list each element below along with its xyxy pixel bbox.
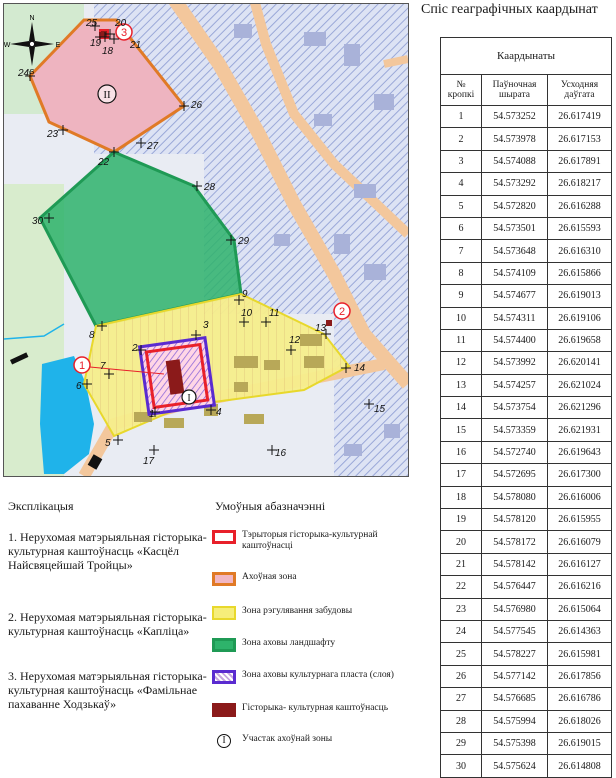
- point-label: 13: [315, 323, 327, 334]
- point-label: 23: [47, 129, 59, 140]
- site-label-one[interactable]: [74, 357, 90, 373]
- cell-point-number: 7: [441, 240, 482, 262]
- point-label: 29: [238, 236, 250, 247]
- cell-latitude: 54.575994: [482, 710, 548, 732]
- cell-latitude: 54.574257: [482, 374, 548, 396]
- point-label: 5: [105, 438, 111, 449]
- coordinate-list-title: Спіс геаграфічных каардынат: [421, 2, 598, 17]
- cell-latitude: 54.574088: [482, 150, 548, 172]
- cell-point-number: 8: [441, 262, 482, 284]
- legend-swatch: [212, 670, 236, 684]
- cell-latitude: 54.573292: [482, 173, 548, 195]
- point-label: 9: [242, 289, 248, 300]
- cell-point-number: 13: [441, 374, 482, 396]
- cell-latitude: 54.573501: [482, 217, 548, 239]
- table-row: [441, 150, 612, 172]
- cell-point-number: 9: [441, 285, 482, 307]
- cell-latitude: 54.572740: [482, 441, 548, 463]
- table-body: [441, 106, 612, 778]
- point-label: 7: [100, 361, 106, 372]
- cell-latitude: 54.573648: [482, 240, 548, 262]
- road: [384, 59, 408, 64]
- cell-latitude: 54.574311: [482, 307, 548, 329]
- cell-longitude: 26.614363: [548, 620, 612, 642]
- cell-longitude: 26.616079: [548, 531, 612, 553]
- explication-item: 1. Нерухомая матэрыяльная гісторыка-культурная каштоўнасць «Касцёл Найсвяцейшай Тройцы»: [8, 530, 207, 572]
- cell-latitude: 54.576685: [482, 688, 548, 710]
- cell-longitude: 26.619643: [548, 441, 612, 463]
- zone-marker-i[interactable]: [182, 390, 196, 404]
- cell-point-number: 27: [441, 688, 482, 710]
- cell-latitude: 54.573252: [482, 106, 548, 128]
- table-row: [441, 106, 612, 128]
- cell-longitude: 26.621296: [548, 397, 612, 419]
- cell-latitude: 54.578120: [482, 509, 548, 531]
- legend-item-cultural-layer-zone: Зона аховы культурнага пласта (слоя): [212, 670, 427, 700]
- cell-longitude: 26.616216: [548, 576, 612, 598]
- cell-longitude: 26.616786: [548, 688, 612, 710]
- table-row: [441, 352, 612, 374]
- point-label: 20: [115, 18, 127, 29]
- table-row: [441, 262, 612, 284]
- col-header-latitude: Паўночная шырата: [482, 75, 548, 106]
- table-row: [441, 217, 612, 239]
- point-label: 1: [149, 409, 155, 420]
- cell-longitude: 26.616288: [548, 195, 612, 217]
- cell-point-number: 23: [441, 598, 482, 620]
- svg-text:1: 1: [78, 360, 86, 372]
- site-label-two[interactable]: [334, 303, 350, 319]
- cell-latitude: 54.574677: [482, 285, 548, 307]
- cell-latitude: 54.573754: [482, 397, 548, 419]
- explication-item: 2. Нерухомая матэрыяльная гісторыка-культурная каштоўнасць «Капліца»: [8, 610, 207, 638]
- legend-swatch: [212, 638, 236, 652]
- table-row: [441, 486, 612, 508]
- point-label: 30: [32, 216, 44, 227]
- map-panel[interactable]: [3, 3, 409, 477]
- cell-longitude: 26.616006: [548, 486, 612, 508]
- cell-latitude: 54.578227: [482, 643, 548, 665]
- cell-latitude: 54.573992: [482, 352, 548, 374]
- cell-point-number: 22: [441, 576, 482, 598]
- cell-longitude: 26.621931: [548, 419, 612, 441]
- table-row: [441, 576, 612, 598]
- cell-latitude: 54.577545: [482, 620, 548, 642]
- cell-latitude: 54.574109: [482, 262, 548, 284]
- cell-point-number: 2: [441, 128, 482, 150]
- cell-longitude: 26.617419: [548, 106, 612, 128]
- legend-item-heritage-object: Гісторыка- культурная каштоўнасць: [212, 703, 427, 733]
- point-label: 25: [86, 18, 98, 29]
- point-label: 27: [147, 141, 159, 152]
- col-header-number: № кропкі: [441, 75, 482, 106]
- cell-longitude: 26.619658: [548, 329, 612, 351]
- table-row: [441, 598, 612, 620]
- point-label: 2: [132, 343, 138, 354]
- explication-item: 3. Нерухомая матэрыяльная гісторыка-культурная каштоўнасць «Фамільнае пахаванне Ходзькаў»: [8, 669, 207, 711]
- table-row: [441, 441, 612, 463]
- cell-point-number: 21: [441, 553, 482, 575]
- legend-swatch: [212, 530, 236, 544]
- cell-latitude: 54.578142: [482, 553, 548, 575]
- zone-marker-ii[interactable]: [98, 85, 116, 103]
- cell-longitude: 26.615981: [548, 643, 612, 665]
- point-label: 26: [191, 100, 203, 111]
- cell-point-number: 3: [441, 150, 482, 172]
- cell-latitude: 54.572820: [482, 195, 548, 217]
- cell-point-number: 19: [441, 509, 482, 531]
- legend-item-zone-section: I Участак ахоўнай зоны: [212, 734, 427, 764]
- cell-point-number: 29: [441, 732, 482, 754]
- coordinates-table: [440, 37, 612, 778]
- table-row: [441, 710, 612, 732]
- cell-longitude: 26.619015: [548, 732, 612, 754]
- cell-point-number: 20: [441, 531, 482, 553]
- explication-title: Эксплікацыя: [8, 499, 74, 513]
- cell-latitude: 54.573978: [482, 128, 548, 150]
- legend-item-protective-zone: Ахоўная зона: [212, 572, 427, 602]
- table-row: [441, 509, 612, 531]
- table-row: [441, 531, 612, 553]
- cell-latitude: 54.575624: [482, 755, 548, 777]
- table-row: [441, 419, 612, 441]
- table-row: [441, 240, 612, 262]
- legend-item-territory: Тэрыторыя гісторыка-культурнай каштоўнасці: [212, 530, 427, 560]
- point-label: 3: [203, 320, 209, 331]
- cell-longitude: 26.616127: [548, 553, 612, 575]
- table-row: [441, 755, 612, 777]
- cell-point-number: 1: [441, 106, 482, 128]
- cell-longitude: 26.615593: [548, 217, 612, 239]
- cell-point-number: 15: [441, 419, 482, 441]
- cell-point-number: 24: [441, 620, 482, 642]
- cell-point-number: 10: [441, 307, 482, 329]
- cell-point-number: 16: [441, 441, 482, 463]
- point-label: 21: [130, 40, 142, 51]
- zone-section-symbol: I: [217, 734, 231, 748]
- point-label: 14: [354, 363, 366, 374]
- cell-latitude: 54.572695: [482, 464, 548, 486]
- legend-title: Умоўныя абазначэнні: [215, 499, 326, 513]
- svg-text:II: II: [103, 89, 111, 101]
- cell-point-number: 17: [441, 464, 482, 486]
- point-label: 10: [241, 308, 253, 319]
- cell-point-number: 18: [441, 486, 482, 508]
- table-row: [441, 643, 612, 665]
- cell-latitude: 54.578172: [482, 531, 548, 553]
- point-label: 6: [76, 381, 82, 392]
- table-caption: Каардынаты: [441, 38, 612, 75]
- cell-longitude: 26.615866: [548, 262, 612, 284]
- point-label: 11: [269, 308, 280, 319]
- cell-point-number: 14: [441, 397, 482, 419]
- table-row: [441, 688, 612, 710]
- point-label: 12: [289, 335, 301, 346]
- heritage-object-chapel[interactable]: [326, 320, 332, 326]
- cell-latitude: 54.574400: [482, 329, 548, 351]
- cell-latitude: 54.577142: [482, 665, 548, 687]
- cell-longitude: 26.620141: [548, 352, 612, 374]
- point-label: 22: [98, 157, 110, 168]
- cell-point-number: 25: [441, 643, 482, 665]
- svg-text:E: E: [55, 42, 61, 49]
- table-row: [441, 620, 612, 642]
- point-label: 19: [90, 38, 102, 49]
- cell-longitude: 26.615955: [548, 509, 612, 531]
- point-label: 28: [204, 182, 216, 193]
- cell-longitude: 26.621024: [548, 374, 612, 396]
- cell-latitude: 54.578080: [482, 486, 548, 508]
- legend-swatch: [212, 703, 236, 717]
- map-canvas[interactable]: [4, 4, 408, 476]
- point-label: 17: [143, 456, 155, 467]
- table-row: [441, 329, 612, 351]
- point-label: 18: [102, 46, 114, 57]
- legend-swatch: [212, 606, 236, 620]
- svg-text:3: 3: [120, 27, 128, 39]
- svg-text:N: N: [29, 15, 35, 22]
- point-label: 16: [275, 448, 287, 459]
- svg-text:2: 2: [338, 306, 346, 318]
- legend-item-landscape-zone: Зона аховы ландшафту: [212, 638, 427, 668]
- cell-longitude: 26.615064: [548, 598, 612, 620]
- cell-point-number: 6: [441, 217, 482, 239]
- cell-longitude: 26.618217: [548, 173, 612, 195]
- col-header-longitude: Усходняя даўгата: [548, 75, 612, 106]
- cell-point-number: 12: [441, 352, 482, 374]
- cell-longitude: 26.617856: [548, 665, 612, 687]
- table-row: [441, 553, 612, 575]
- cell-point-number: 5: [441, 195, 482, 217]
- table-row: [441, 464, 612, 486]
- cell-latitude: 54.575398: [482, 732, 548, 754]
- cell-point-number: 11: [441, 329, 482, 351]
- svg-text:S: S: [29, 69, 35, 76]
- cell-longitude: 26.616310: [548, 240, 612, 262]
- cell-point-number: 26: [441, 665, 482, 687]
- cell-longitude: 26.617891: [548, 150, 612, 172]
- cell-latitude: 54.576980: [482, 598, 548, 620]
- point-label: 4: [216, 407, 222, 418]
- table-row: [441, 128, 612, 150]
- cell-longitude: 26.618026: [548, 710, 612, 732]
- table-row: [441, 307, 612, 329]
- cell-longitude: 26.619106: [548, 307, 612, 329]
- table-row: [441, 285, 612, 307]
- cell-point-number: 4: [441, 173, 482, 195]
- cell-point-number: 28: [441, 710, 482, 732]
- table-row: [441, 173, 612, 195]
- point-label: 8: [89, 330, 95, 341]
- point-label: 24: [18, 68, 30, 79]
- legend-swatch: [212, 572, 236, 586]
- table-row: [441, 374, 612, 396]
- point-label: 15: [374, 404, 386, 415]
- legend-item-development-zone: Зона рэгулявання забудовы: [212, 606, 427, 636]
- cell-longitude: 26.619013: [548, 285, 612, 307]
- table-row: [441, 665, 612, 687]
- cell-point-number: 30: [441, 755, 482, 777]
- cell-longitude: 26.614808: [548, 755, 612, 777]
- svg-text:W: W: [4, 42, 11, 49]
- cell-latitude: 54.576447: [482, 576, 548, 598]
- svg-text:I: I: [187, 393, 191, 404]
- cell-latitude: 54.573359: [482, 419, 548, 441]
- cell-longitude: 26.617153: [548, 128, 612, 150]
- table-row: [441, 195, 612, 217]
- cell-longitude: 26.617300: [548, 464, 612, 486]
- table-row: [441, 732, 612, 754]
- table-row: [441, 397, 612, 419]
